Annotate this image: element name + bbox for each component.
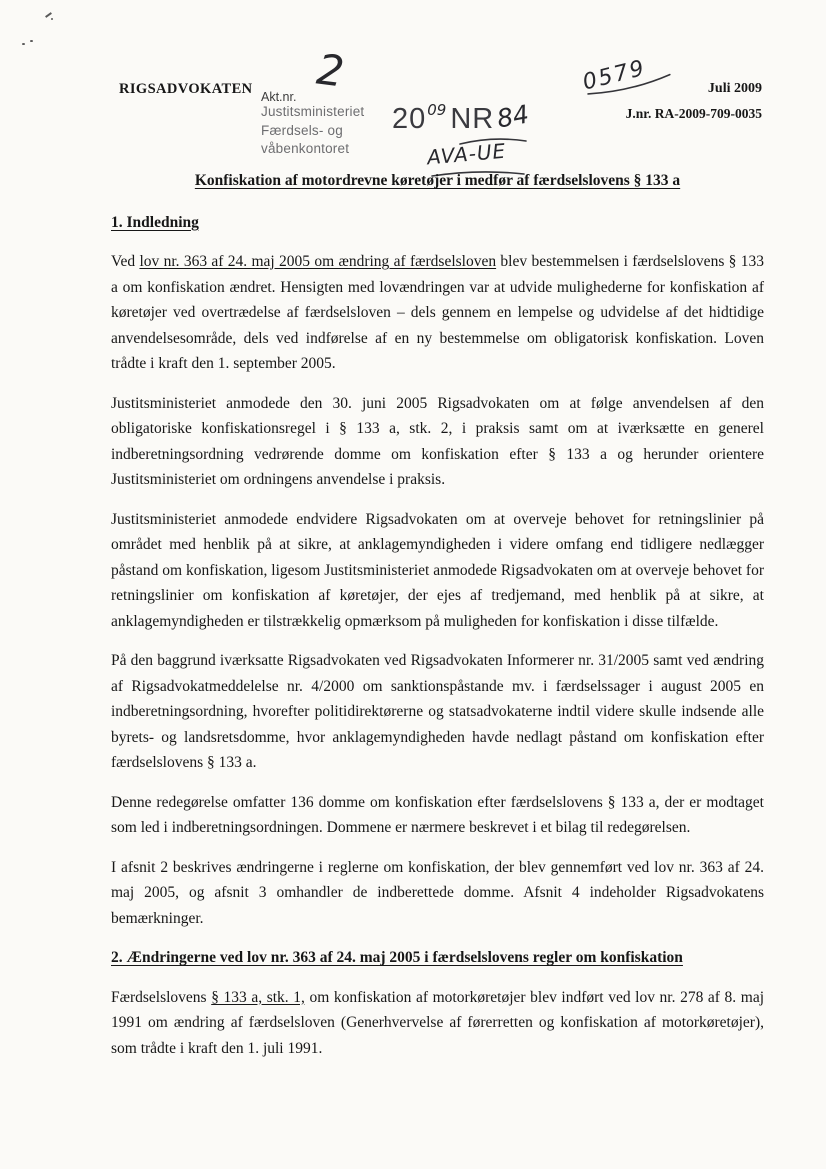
paragraph-text: blev bestemmelsen i færdselslovens § 133 a om konfiskation ændret. Hensigten med lovændringen var at udvide mulighederne for konfiskation af køretøjer ved overtrædelse af færdselsloven – dels gennem en lempelse og udvidelse af det hidtidige anvendelsesområde, dels ved indførelse af en ny bestemmelse om obligatorisk konfiskation. Loven trådte i kraft den 1. september 2005.	[111, 253, 764, 372]
stamp-nr-text: NR	[450, 103, 495, 135]
document-body	[111, 168, 764, 1075]
akt-number-label: Akt.nr.	[261, 90, 297, 104]
stamp-line-1: Justitsministeriet	[261, 104, 365, 119]
paragraph-text: Ved	[111, 253, 140, 270]
paragraph-text: om konfiskation af motorkøretøjer blev indført ved lov nr. 278 af 8. maj 1991 om ændring af færdselsloven (Generhvervelse af førerretten og konfiskation af motorkøretøjer), som trådte i kraft den 1. juli 1991.	[111, 988, 764, 1057]
stamp-line-3: våbenkontoret	[261, 141, 350, 156]
law-reference-underlined: § 133 a, stk. 1,	[211, 988, 305, 1006]
organization-name: RIGSADVOKATEN	[119, 81, 253, 97]
paragraph-3: Justitsministeriet anmodede endvidere Rigsadvokaten om at overveje behovet for retningslinier på området med henblik på at sikre, at anklagemyndigheden i videre omfang end tidligere nedlægger påstand om konfiskation, ligesom Justitsministeriet anmodede Rigsadvokaten om at overveje behovet for retningslinier om konfiskation af køretøjer, der ejes af tredjemand, med henblik på at sikre, at anklagemyndigheden er tilstrækkelig opmærksom på muligheden for konfiskation i disse tilfælde.	[111, 510, 764, 630]
section-2-heading: 2. Ændringerne ved lov nr. 363 af 24. maj 2005 i færdselslovens regler om konfiskation	[111, 949, 683, 966]
ministry-stamp	[261, 103, 364, 159]
handwritten-corner-annotation	[580, 50, 673, 103]
scan-artifact	[22, 43, 25, 45]
document-date: Juli 2009	[707, 81, 762, 96]
handwritten-corner-number: 0579	[580, 55, 649, 96]
handwritten-akt-number: 2	[314, 44, 347, 97]
handwritten-initials: AVA-UE	[426, 138, 508, 170]
paragraph-1	[111, 249, 764, 377]
scan-artifact	[51, 18, 53, 20]
paragraph-4: På den baggrund iværksatte Rigsadvokaten ved Rigsadvokaten Informerer nr. 31/2005 samt ved ændring af Rigsadvokatmeddelelse nr. 4/2000 om sanktionspåstande mv. i færdselssager i august 2005 en indberetningsordning, hvorefter politidirektørerne og statsadvokaterne indtil videre skulle indsende alle byrets- og landsretsdomme, hvor anklagemyndigheden havde nedlagt påstand om konfiskation efter færdselslovens § 133 a.	[111, 652, 764, 771]
paragraph-2: Justitsministeriet anmodede den 30. juni 2005 Rigsadvokaten om at følge anvendelsen af den obligatoriske konfiskationsregel i § 133 a, stk. 2, i praksis samt om at iværksætte en generel indberetningsordning vedrørende domme om konfiskation efter § 133 a og herunder orientere Justitsministeriet om ordningens anvendelse i praksis.	[111, 394, 764, 488]
handwritten-year-suffix: 09	[427, 101, 447, 119]
handwritten-journal-ref	[392, 99, 532, 136]
law-reference-underlined: lov nr. 363 af 24. maj 2005 om ændring af færdselsloven	[139, 253, 497, 270]
paragraph-6: I afsnit 2 beskrives ændringerne i reglerne om konfiskation, der blev gennemført ved lov nr. 363 af 24. maj 2005, og afsnit 3 omhandler de indberettede domme. Afsnit 4 indeholder Rigsadvokatens bemærkninger.	[111, 858, 764, 927]
journal-number: J.nr. RA-2009-709-0035	[625, 106, 762, 121]
handwritten-case-number: 84	[494, 99, 532, 134]
paragraph-7	[111, 985, 764, 1062]
paragraph-5: Denne redegørelse omfatter 136 domme om konfiskation efter færdselslovens § 133 a, der er modtaget som led i indberetningsordningen. Dommene er nærmere beskrevet i et bilag til redegørelsen.	[111, 793, 764, 836]
scan-artifact	[45, 12, 52, 18]
stamp-line-2: Færdsels- og	[261, 122, 343, 138]
paragraph-text: Færdselslovens	[111, 988, 212, 1006]
section-1-heading: 1. Indledning	[111, 213, 199, 231]
scan-artifact	[30, 40, 33, 42]
document-title: Konfiskation af motordrevne køretøjer i medfør af færdselslovens § 133 a	[194, 172, 681, 189]
stamp-year: 20	[392, 103, 427, 135]
